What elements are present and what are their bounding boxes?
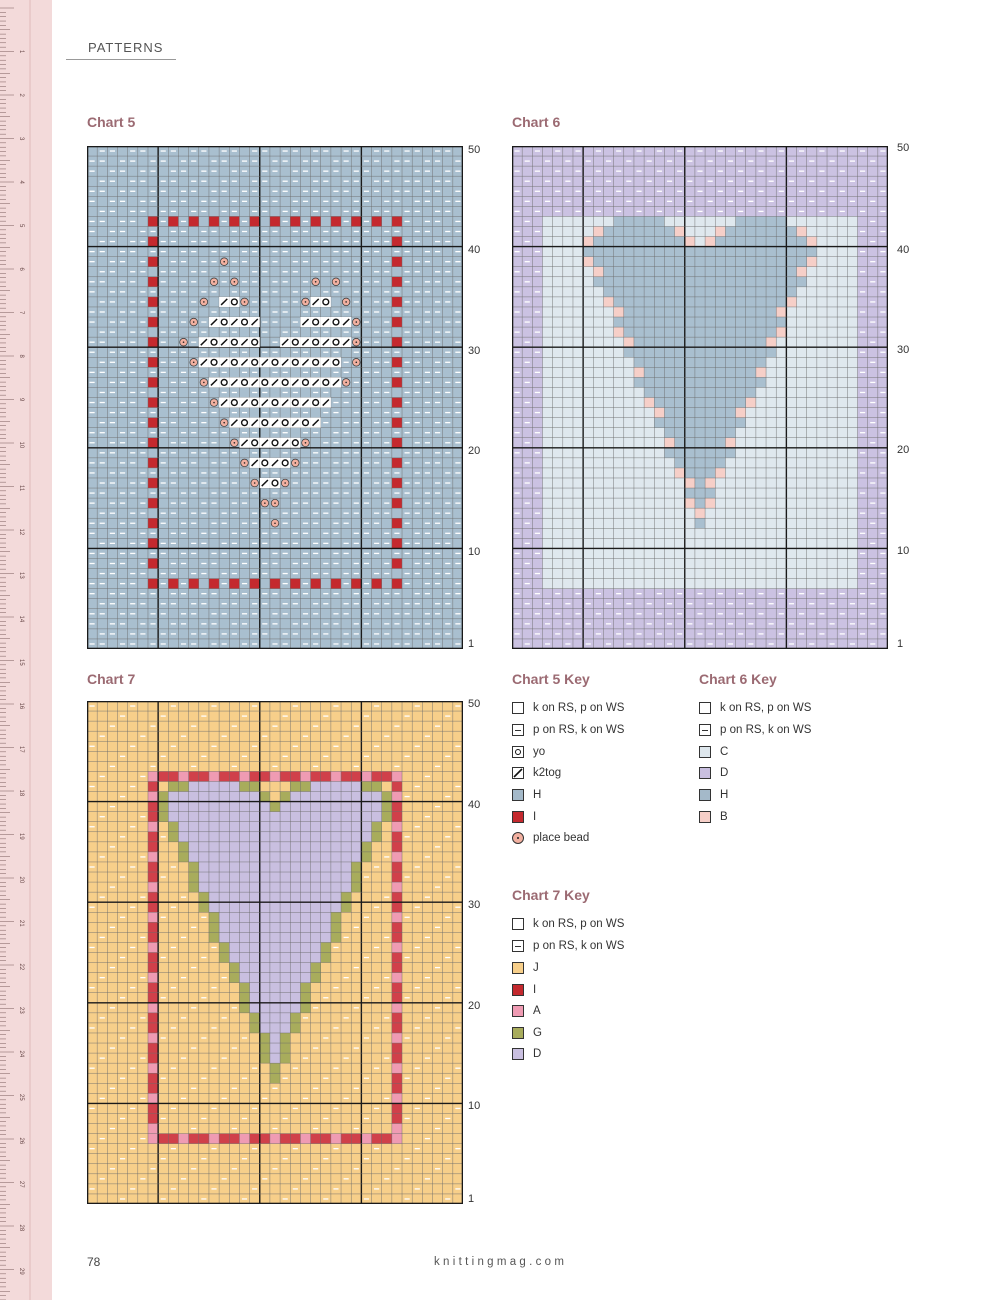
ruler-scale bbox=[0, 0, 52, 1300]
chart-5-grid bbox=[87, 146, 463, 649]
key-item bbox=[512, 765, 561, 781]
key-item bbox=[512, 1003, 541, 1019]
ruler-label: 9 bbox=[18, 398, 24, 402]
key-label: H bbox=[720, 789, 729, 801]
purl-dash-swatch bbox=[512, 940, 524, 952]
key-item bbox=[699, 744, 728, 760]
row-label: 1 bbox=[468, 1193, 475, 1205]
key-item bbox=[512, 744, 545, 760]
key-item bbox=[512, 787, 541, 803]
ruler-label: 4 bbox=[18, 180, 24, 184]
row-label: 10 bbox=[468, 546, 481, 558]
key-item bbox=[512, 1046, 541, 1062]
key-label: D bbox=[533, 1048, 542, 1060]
ruler-label: 22 bbox=[18, 963, 24, 971]
section-label: PATTERNS bbox=[66, 40, 176, 60]
ruler-label: 20 bbox=[18, 876, 24, 884]
key-item bbox=[699, 722, 811, 738]
key-item bbox=[512, 722, 624, 738]
key-label: A bbox=[533, 1005, 541, 1017]
ruler-label: 24 bbox=[18, 1050, 24, 1058]
ruler-label: 26 bbox=[18, 1137, 24, 1145]
ruler-label: 23 bbox=[18, 1007, 24, 1014]
color-swatch bbox=[512, 789, 524, 801]
ruler-label: 14 bbox=[18, 615, 24, 623]
row-label: 40 bbox=[468, 244, 481, 256]
row-label: 10 bbox=[468, 1100, 481, 1112]
yarn-over-icon bbox=[512, 746, 524, 758]
color-swatch bbox=[699, 746, 711, 758]
chart-6-title: Chart 6 bbox=[512, 114, 561, 130]
ruler-label: 29 bbox=[18, 1268, 24, 1275]
key-label: I bbox=[533, 984, 537, 996]
color-swatch bbox=[512, 984, 524, 996]
key-label: D bbox=[720, 767, 729, 779]
key-label: k on RS, p on WS bbox=[720, 702, 812, 714]
chart-5-title: Chart 5 bbox=[87, 114, 136, 130]
ruler bbox=[0, 0, 52, 1300]
website-url: knittingmag.com bbox=[434, 1256, 568, 1268]
ruler-label: 13 bbox=[18, 572, 24, 579]
key-label: place bead bbox=[533, 832, 590, 844]
row-label: 20 bbox=[468, 445, 481, 457]
ruler-label: 12 bbox=[18, 528, 24, 536]
key-item bbox=[699, 787, 728, 803]
color-swatch bbox=[699, 767, 711, 779]
key-label: J bbox=[533, 962, 539, 974]
ruler-label: 15 bbox=[18, 659, 24, 666]
chart-7-key-title: Chart 7 Key bbox=[512, 887, 590, 903]
chart-7-grid bbox=[87, 701, 463, 1204]
ruler-label: 25 bbox=[18, 1094, 24, 1101]
ruler-label: 19 bbox=[18, 833, 24, 840]
key-item bbox=[512, 938, 624, 954]
ruler-label: 10 bbox=[18, 441, 24, 449]
ruler-label: 17 bbox=[18, 746, 24, 753]
ruler-label: 7 bbox=[18, 311, 24, 315]
row-label: 50 bbox=[468, 698, 481, 710]
color-swatch bbox=[512, 962, 524, 974]
ruler-label: 8 bbox=[18, 354, 24, 358]
key-item bbox=[512, 830, 589, 846]
chart-5-key-title: Chart 5 Key bbox=[512, 671, 590, 687]
key-label: C bbox=[720, 746, 729, 758]
color-swatch bbox=[699, 811, 711, 823]
page-number: 78 bbox=[87, 1255, 101, 1269]
key-item bbox=[512, 809, 536, 825]
row-label: 30 bbox=[897, 344, 910, 356]
purl-dash-swatch bbox=[512, 724, 524, 736]
ruler-label: 2 bbox=[18, 93, 24, 97]
row-label: 30 bbox=[468, 345, 481, 357]
ruler-label: 5 bbox=[18, 224, 24, 228]
key-item bbox=[699, 809, 728, 825]
row-label: 1 bbox=[468, 638, 475, 650]
key-item bbox=[512, 916, 624, 932]
key-item bbox=[512, 700, 624, 716]
chart-6-grid bbox=[512, 146, 888, 649]
key-label: k2tog bbox=[533, 767, 562, 779]
chart-7-title: Chart 7 bbox=[87, 671, 136, 687]
color-swatch bbox=[512, 1048, 524, 1060]
ruler-label: 28 bbox=[18, 1224, 24, 1232]
blank-stitch-swatch bbox=[512, 918, 524, 930]
key-label: I bbox=[533, 811, 537, 823]
key-label: B bbox=[720, 811, 728, 823]
color-swatch bbox=[512, 811, 524, 823]
key-label: p on RS, k on WS bbox=[720, 724, 812, 736]
key-item bbox=[699, 765, 728, 781]
key-item bbox=[512, 960, 539, 976]
blank-stitch-swatch bbox=[512, 702, 524, 714]
row-label: 40 bbox=[897, 244, 910, 256]
color-swatch bbox=[512, 1027, 524, 1039]
ruler-label: 6 bbox=[18, 267, 24, 271]
key-label: H bbox=[533, 789, 542, 801]
row-label: 1 bbox=[897, 638, 904, 650]
key-label: p on RS, k on WS bbox=[533, 940, 625, 952]
key-item bbox=[512, 1025, 542, 1041]
ruler-label: 16 bbox=[18, 702, 24, 710]
row-label: 30 bbox=[468, 899, 481, 911]
key-item bbox=[512, 982, 536, 998]
ruler-label: 1 bbox=[18, 50, 24, 54]
purl-dash-swatch bbox=[699, 724, 711, 736]
chart-6-key-title: Chart 6 Key bbox=[699, 671, 777, 687]
key-label: k on RS, p on WS bbox=[533, 702, 625, 714]
key-label: p on RS, k on WS bbox=[533, 724, 625, 736]
row-label: 20 bbox=[468, 1000, 481, 1012]
key-label: G bbox=[533, 1027, 542, 1039]
row-label: 50 bbox=[468, 144, 481, 156]
ruler-label: 27 bbox=[18, 1181, 24, 1188]
row-label: 50 bbox=[897, 142, 910, 154]
key-item bbox=[699, 700, 811, 716]
bead-icon bbox=[512, 832, 524, 844]
key-label: yo bbox=[533, 746, 546, 758]
ruler-label: 21 bbox=[18, 920, 24, 927]
k2tog-icon bbox=[512, 767, 524, 779]
ruler-label: 18 bbox=[18, 789, 24, 797]
ruler-label: 3 bbox=[18, 137, 24, 141]
blank-stitch-swatch bbox=[699, 702, 711, 714]
ruler-label: 11 bbox=[18, 485, 24, 492]
color-swatch bbox=[512, 1005, 524, 1017]
row-label: 40 bbox=[468, 799, 481, 811]
color-swatch bbox=[699, 789, 711, 801]
row-label: 20 bbox=[897, 444, 910, 456]
key-label: k on RS, p on WS bbox=[533, 918, 625, 930]
row-label: 10 bbox=[897, 545, 910, 557]
